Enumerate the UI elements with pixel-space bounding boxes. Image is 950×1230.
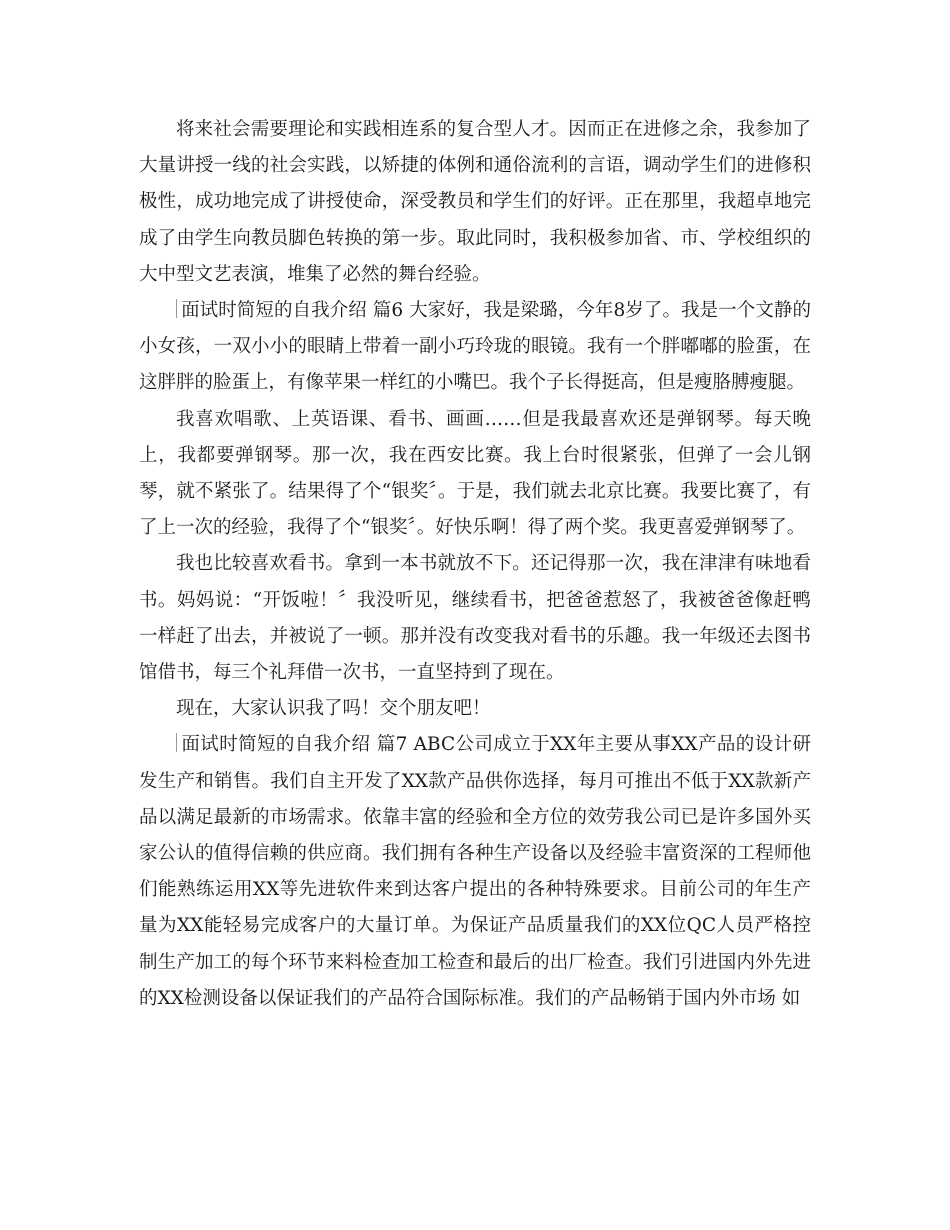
section-marker-icon xyxy=(176,299,177,318)
paragraph-text: 面试时简短的自我介绍 篇6 大家好，我是梁璐，今年8岁了。我是一个文静的小女孩，一双小小的眼睛上带着一副小巧玲珑的眼镜。我有一个胖嘟嘟的脸蛋，在这胖胖的脸蛋上，有像苹果一样红的小嘴巴。我个子长得挺高，但是瘦胳膊瘦腿。 xyxy=(139,300,811,394)
paragraph-text: 我也比较喜欢看书。拿到一本书就放不下。还记得那一次，我在津津有味地看书。妈妈说：“开饭啦！〞我没听见，继续看书，把爸爸惹怒了，我被爸爸像赶鸭一样赶了出去，并被说了一顿。那并没有改变我对看书的乐趣。我一年级还去图书馆借书，每三个礼拜借一次书，一直坚持到了现在。 xyxy=(139,553,811,684)
document-body xyxy=(139,112,811,1017)
paragraph-piano xyxy=(139,402,811,547)
paragraph-text: 现在，大家认识我了吗！交个朋友吧！ xyxy=(176,698,491,720)
paragraph-section-6 xyxy=(139,293,811,402)
paragraph-text: 我喜欢唱歌、上英语课、看书、画画……但是我最喜欢还是弹钢琴。每天晚上，我都要弹钢琴。那一次，我在西安比赛。我上台时很紧张，但弹了一会儿钢琴，就不紧张了。结果得了个“银奖〞。于是，我们就去北京比赛。我要比赛了，有了上一次的经验，我得了个“银奖〞。好快乐啊！得了两个奖。我更喜爱弹钢琴了。 xyxy=(139,408,811,539)
paragraph-reading xyxy=(139,546,811,691)
paragraph-text: 将来社会需要理论和实践相连系的复合型人才。因而正在进修之余，我参加了大量讲授一线的社会实践，以矫捷的体例和通俗流利的言语，调动学生们的进修积极性，成功地完成了讲授使命，深受教员和学生们的好评。正在那里，我超卓地完成了由学生向教员脚色转换的第一步。取此同时，我积极参加省、市、学校组织的大中型文艺表演，堆集了必然的舞台经验。 xyxy=(139,119,811,285)
paragraph-section-7 xyxy=(139,727,811,1017)
section-marker-icon xyxy=(176,733,177,752)
paragraph-closing xyxy=(139,691,811,727)
paragraph-intro-experience xyxy=(139,112,811,293)
paragraph-text: 面试时简短的自我介绍 篇7 ABC公司成立于XX年主要从事XX产品的设计研发生产和销售。我们自主开发了XX款产品供你选择，每月可推出不低于XX款新产品以满足最新的市场需求。依靠丰富的经验和全方位的效劳我公司已是许多国外买家公认的值得信赖的供应商。我们拥有各种生产设备以及经验丰富资深的工程师他们能熟练运用XX等先进软件来到达客户提出的各种特殊要求。目前公司的年生产量为XX能轻易完成客户的大量订单。为保证产品质量我们的XX位QC人员严格控制生产加工的每个环节来料检查加工检查和最后的出厂检查。我们引进国内外先进的XX检测设备以保证我们的产品符合国际标准。我们的产品畅销于国内外市场 如 xyxy=(139,734,811,1009)
